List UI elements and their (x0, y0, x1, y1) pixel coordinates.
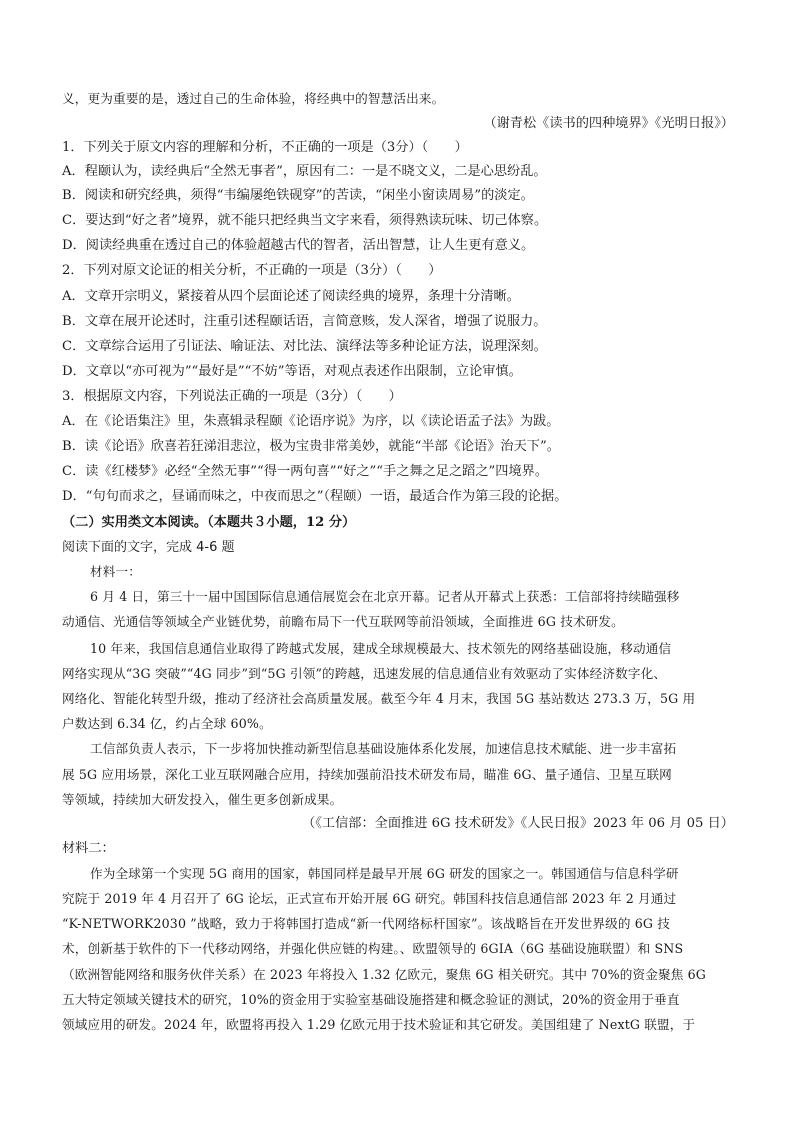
q1-option-d: D．阅读经典重在透过自己的体验超越古代的智者，活出智慧，让人生更有意义。 (62, 238, 535, 253)
material1-label: 材料一： (90, 564, 141, 579)
q1-stem: 1．下列关于原文内容的理解和分析，不正确的一项是（3分）（ ） (62, 140, 468, 155)
material1-line: 动通信、光通信等领域全产业链优势，前瞻布局下一代互联网等前沿领域，全面推进 6G 技术研发。 (62, 614, 624, 629)
material1-line: 网络化、智能化转型升级，推动了经济社会高质量发展。截至今年 4 月末，我国 5G 基站数达 273.3 万，5G 用 (62, 691, 696, 706)
q3-stem: 3．根据原文内容，下列说法正确的一项是（3分）（ ） (62, 389, 402, 404)
q3-option-a: A．在《论语集注》里，朱熹辑录程颐《论语序说》为序，以《读论语孟子法》为跋。 (62, 414, 560, 429)
material1-line: 展 5G 应用场景，深化工业互联网融合应用，持续加强前沿技术研发布局，瞄准 6G、量子通信、卫星互联网 (62, 767, 672, 782)
passage-last-line: 义，更为重要的是，透过自己的生命体验，将经典中的智慧活出来。 (62, 91, 445, 106)
material1-line: 10 年来，我国信息通信业取得了跨越式发展，建成全球规模最大、技术领先的网络基础设施，移动通信 (90, 641, 672, 656)
material2-line: 五大特定领域关键技术的研究，10%的资金用于实验室基础设施搭建和概念验证的测试，20%的资金用于垂直 (62, 992, 680, 1007)
material2-line: 作为全球第一个实现 5G 商用的国家，韩国同样是最早开展 6G 研发的国家之一。韩国通信与信息科学研 (90, 866, 679, 881)
q1-option-c: C．要达到“好之者”境界，就不能只把经典当文字来看，须得熟读玩味、切己体察。 (62, 213, 548, 228)
section2-instruction: 阅读下面的文字，完成 4-6 题 (62, 540, 235, 555)
section2-heading: （二）实用类文本阅读。（本题共３小题，12 分） (62, 515, 356, 530)
q2-option-c: C．文章综合运用了引证法、喻证法、对比法、演绎法等多种论证方法，说理深刻。 (62, 339, 547, 354)
material2-line: 领域应用的研发。2024 年，欧盟将再投入 1.29 亿欧元用于技术验证和其它研发。美国组建了 NextG 联盟，于 (62, 1017, 696, 1032)
q3-option-d: D．“句句而求之，昼诵而味之，中夜而思之”（程颐）一语，最适合作为第三段的论据。 (62, 489, 568, 504)
q3-option-c: C．读《红楼梦》必经“全然无事”“得一两句喜”“好之”“手之舞之足之蹈之”四境界。 (62, 464, 549, 479)
q2-option-b: B．文章在展开论述时，注重引述程颐话语，言简意赅，发人深省，增强了说服力。 (62, 314, 547, 329)
material1-line: 户数达到 6.34 亿，约占全球 60%。 (62, 716, 272, 731)
q3-option-b: B．读《论语》欣喜若狂涕泪悲泣，极为宝贵非常美妙，就能“半部《论语》治天下”。 (62, 439, 560, 454)
q2-option-a: A．文章开宗明义，紧接着从四个层面论述了阅读经典的境界，条理十分清晰。 (62, 289, 520, 304)
q1-option-a: A．程颐认为，读经典后“全然无事者”，原因有二：一是不晓文义，二是心思纷乱。 (62, 164, 547, 179)
material2-line: （欧洲智能网络和服务伙伴关系）在 2023 年将投入 1.32 亿欧元，聚焦 6G 相关研究。其中 70%的资金聚焦 6G (62, 967, 706, 982)
q1-option-b: B．阅读和研究经典，须得“韦编屡绝铁砚穿”的苦读，“闲坐小窗读周易”的淡定。 (62, 188, 534, 203)
material1-line: 6 月 4 日，第三十一届中国国际信息通信展览会在北京开幕。记者从开幕式上获悉：工信部将持续瞄强移 (90, 589, 680, 604)
material2-line: 究院于 2019 年 4 月召开了 6G 论坛，正式宣布开始开展 6G 研究。韩国科技信息通信部 2023 年 2 月通过 (62, 891, 677, 906)
material1-source: （《工信部：全面推进 6G 技术研发》《人民日报》2023 年 06 月 05 日） (302, 816, 734, 831)
q2-option-d: D．文章以“亦可视为”“最好是”“不妨”等语，对观点表述作出限制，立论审慎。 (62, 364, 522, 379)
q2-stem: 2．下列对原文论证的相关分析，不正确的一项是（3分）（ ） (62, 263, 442, 278)
material2-line: “K-NETWORK2030 ”战略，致力于将韩国打造成“新一代网络标杆国家”。该战略旨在开发世界级的 6G 技 (62, 916, 670, 931)
passage-source: （谢青松《读书的四种境界》《光明日报》） (483, 116, 734, 131)
material1-line: 网络实现从“3G 突破”“4G 同步”到“5G 引领”的跨越，迅速发展的信息通信业有效驱动了实体经济数字化、 (62, 666, 667, 681)
material2-label: 材料二： (62, 841, 115, 856)
material2-line: 术，创新基于软件的下一代移动网络，并强化供应链的构建。、欧盟领导的 6GIA（6G 基础设施联盟）和 SNS (62, 941, 684, 956)
material1-line: 工信部负责人表示，下一步将加快推动新型信息基础设施体系化发展，加速信息技术赋能、进一步丰富拓 (90, 741, 677, 756)
material1-line: 等领域，持续加大研发投入，催生更多创新成果。 (62, 792, 343, 807)
